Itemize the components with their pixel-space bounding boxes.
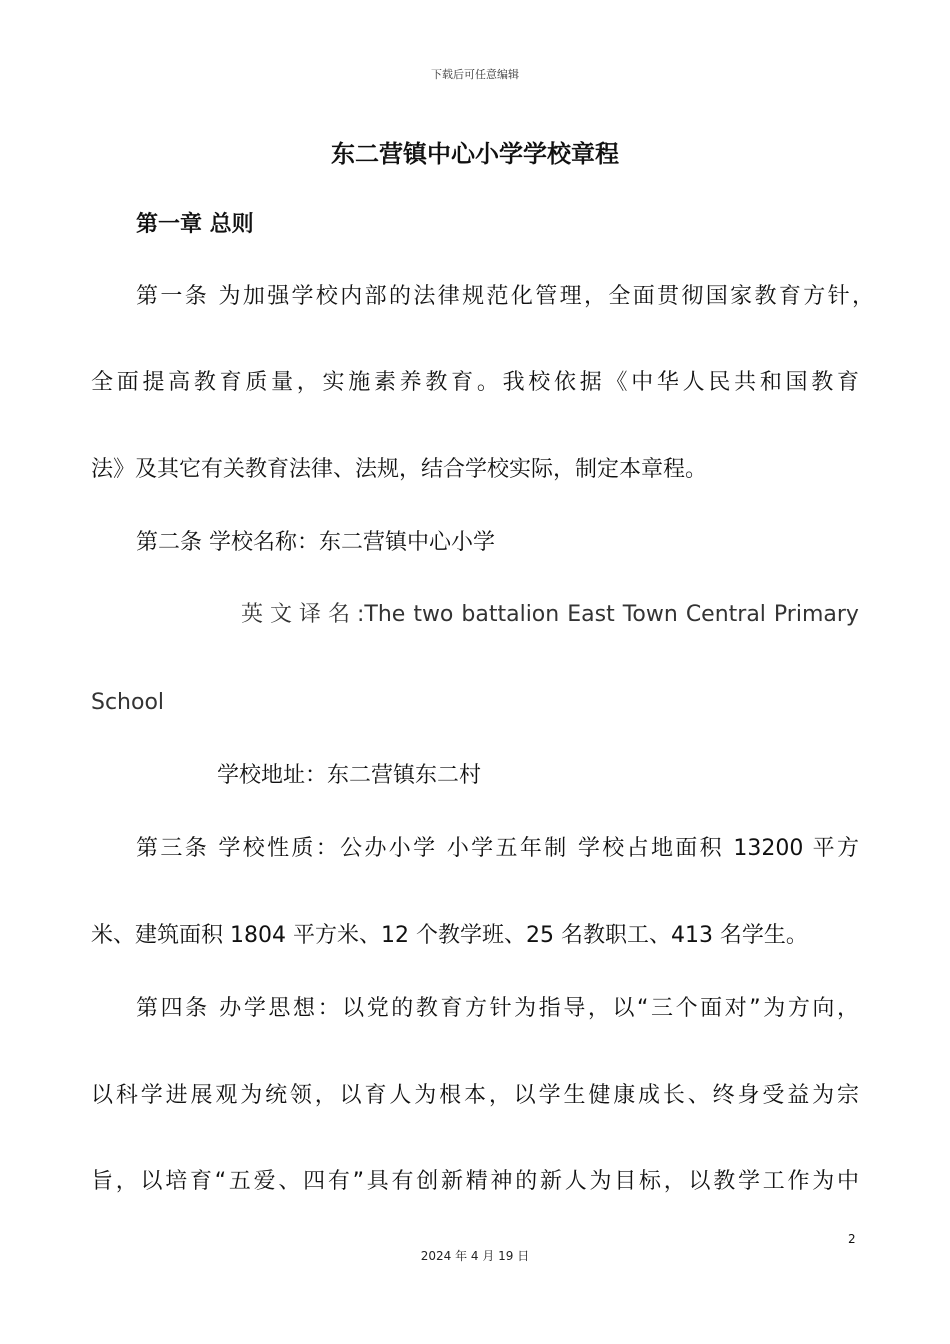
english-word: two xyxy=(413,602,454,627)
article2-line1: 第二条 学校名称：东二营镇中心小学 xyxy=(136,530,495,555)
chapter-heading: 第一章 总则 xyxy=(136,212,254,237)
english-word: East xyxy=(567,602,615,627)
header-note: 下载后可任意编辑 xyxy=(431,68,519,81)
article4-line1: 第四条 办学思想：以党的教育方针为指导，以“三个面对”为方向， xyxy=(136,996,859,1021)
article3-line2: 米、建筑面积 1804 平方米、12 个教学班、25 名教职工、413 名学生。 xyxy=(91,923,808,948)
article1-line1: 第一条 为加强学校内部的法律规范化管理，全面贯彻国家教育方针， xyxy=(136,284,874,309)
footer-date: 2024 年 4 月 19 日 xyxy=(420,1249,530,1263)
page-number: 2 xyxy=(848,1232,856,1246)
english-word: Primary xyxy=(773,602,859,627)
school-address: 学校地址：东二营镇东二村 xyxy=(217,763,482,788)
article1-line3: 法》及其它有关教育法律、法规，结合学校实际，制定本章程。 xyxy=(91,457,708,482)
english-word: Central xyxy=(685,602,766,627)
article4-line2: 以科学进展观为统领，以育人为根本，以学生健康成长、终身受益为宗 xyxy=(91,1083,859,1108)
article1-line2: 全面提高教育质量，实施素养教育。我校依据《中华人民共和国教育 xyxy=(91,370,859,395)
english-name-continuation: School xyxy=(91,690,165,715)
article3-line1: 第三条 学校性质：公办小学 小学五年制 学校占地面积 13200 平方 xyxy=(136,836,859,861)
english-word: The xyxy=(364,602,406,627)
article4-line3: 旨，以培育“五爱、四有”具有创新精神的新人为目标，以教学工作为中 xyxy=(91,1169,859,1194)
english-word: Town xyxy=(622,602,678,627)
english-name-line xyxy=(241,600,859,630)
english-word: battalion xyxy=(461,602,560,627)
document-title: 东二营镇中心小学学校章程 xyxy=(331,140,619,168)
english-name-prefix: 英 文 译 名 : xyxy=(241,602,365,627)
